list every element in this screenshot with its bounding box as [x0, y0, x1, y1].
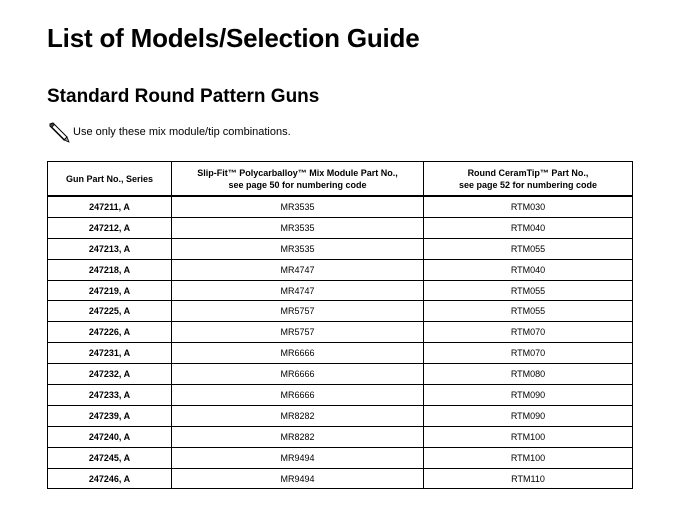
table-row	[48, 322, 633, 343]
ceramtip-cell: RTM070	[424, 322, 633, 343]
mix-module-cell: MR9494	[172, 447, 424, 468]
mix-module-cell: MR6666	[172, 343, 424, 364]
table-row	[48, 426, 633, 447]
gun-part-cell: 247239, A	[48, 405, 172, 426]
gun-part-cell: 247219, A	[48, 280, 172, 301]
mix-module-cell: MR9494	[172, 468, 424, 489]
ceramtip-cell: RTM055	[424, 280, 633, 301]
table-row	[48, 447, 633, 468]
table-row	[48, 385, 633, 406]
gun-part-cell: 247211, A	[48, 196, 172, 217]
page-title: List of Models/Selection Guide	[47, 23, 420, 53]
ceramtip-cell: RTM055	[424, 238, 633, 259]
gun-part-cell: 247232, A	[48, 364, 172, 385]
table-row	[48, 364, 633, 385]
mix-module-cell: MR6666	[172, 385, 424, 406]
mix-module-cell: MR4747	[172, 280, 424, 301]
table-row	[48, 405, 633, 426]
table-header-row	[48, 162, 633, 197]
gun-part-cell: 247245, A	[48, 447, 172, 468]
table-row	[48, 238, 633, 259]
gun-part-cell: 247240, A	[48, 426, 172, 447]
ceramtip-cell: RTM080	[424, 364, 633, 385]
gun-part-cell: 247231, A	[48, 343, 172, 364]
gun-part-cell: 247233, A	[48, 385, 172, 406]
mix-module-cell: MR8282	[172, 426, 424, 447]
gun-part-cell: 247218, A	[48, 259, 172, 280]
mix-module-cell: MR3535	[172, 196, 424, 217]
note-text: Use only these mix module/tip combinations.	[73, 126, 291, 138]
mix-module-cell: MR3535	[172, 238, 424, 259]
gun-part-cell: 247225, A	[48, 301, 172, 322]
table-row	[48, 280, 633, 301]
mix-module-cell: MR4747	[172, 259, 424, 280]
models-table	[47, 161, 633, 489]
ceramtip-cell: RTM030	[424, 196, 633, 217]
table-row	[48, 196, 633, 217]
gun-part-cell: 247226, A	[48, 322, 172, 343]
table-row	[48, 343, 633, 364]
header-gun-part-no: Gun Part No., Series	[48, 162, 172, 197]
mix-module-cell: MR5757	[172, 322, 424, 343]
ceramtip-cell: RTM100	[424, 426, 633, 447]
table-row	[48, 259, 633, 280]
ceramtip-cell: RTM100	[424, 447, 633, 468]
header-mix-module-part-no: Slip-Fit™ Polycarballoy™ Mix Module Part No., see page 50 for numbering code	[172, 162, 424, 197]
gun-part-cell: 247246, A	[48, 468, 172, 489]
gun-part-cell: 247212, A	[48, 217, 172, 238]
ceramtip-cell: RTM055	[424, 301, 633, 322]
gun-part-cell: 247213, A	[48, 238, 172, 259]
mix-module-cell: MR3535	[172, 217, 424, 238]
section-title: Standard Round Pattern Guns	[47, 86, 320, 107]
table-row	[48, 301, 633, 322]
ceramtip-cell: RTM070	[424, 343, 633, 364]
ceramtip-cell: RTM110	[424, 468, 633, 489]
table-row	[48, 217, 633, 238]
ceramtip-cell: RTM090	[424, 405, 633, 426]
pencil-icon	[47, 121, 71, 143]
note	[47, 121, 291, 143]
mix-module-cell: MR5757	[172, 301, 424, 322]
mix-module-cell: MR8282	[172, 405, 424, 426]
header-ceramtip-part-no: Round CeramTip™ Part No., see page 52 for numbering code	[424, 162, 633, 197]
ceramtip-cell: RTM040	[424, 259, 633, 280]
ceramtip-cell: RTM090	[424, 385, 633, 406]
mix-module-cell: MR6666	[172, 364, 424, 385]
ceramtip-cell: RTM040	[424, 217, 633, 238]
table-row	[48, 468, 633, 489]
